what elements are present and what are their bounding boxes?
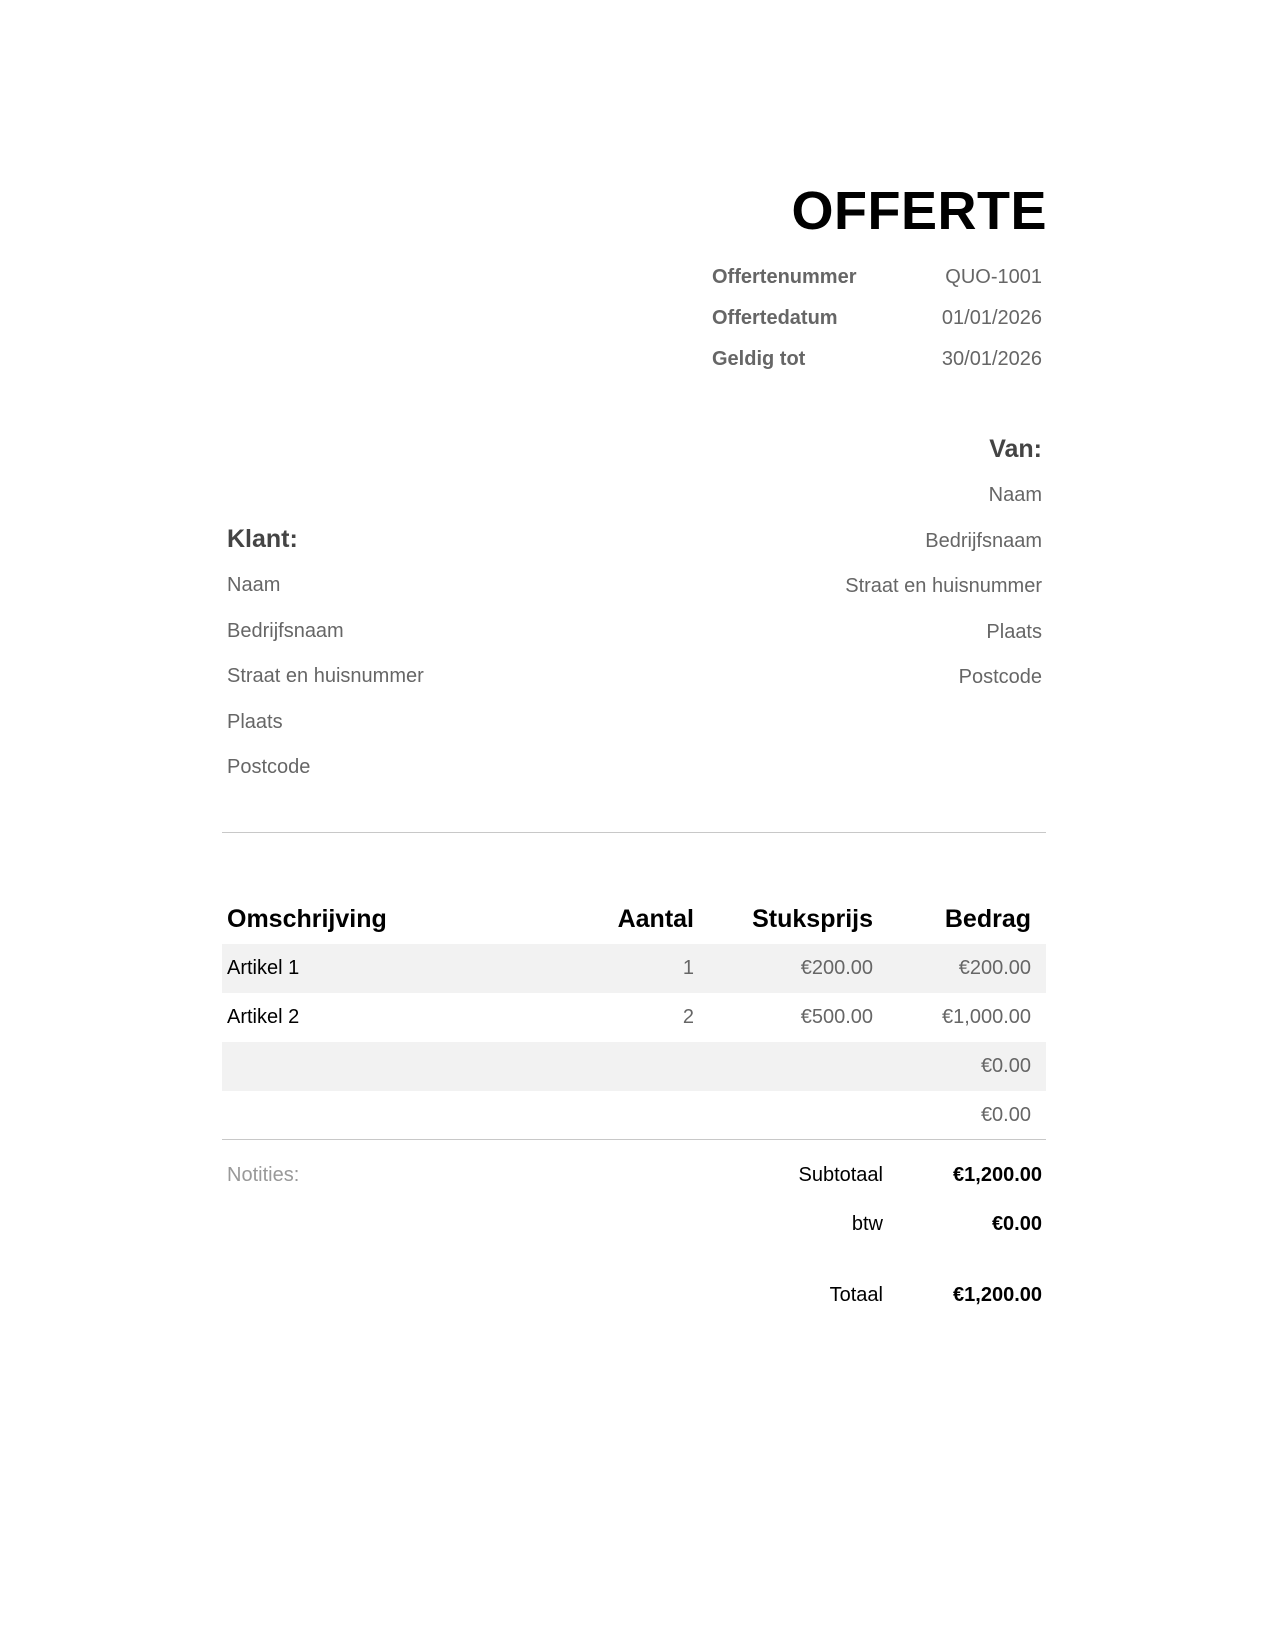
- table-row: [222, 944, 1046, 993]
- vat-label: btw: [851, 1213, 883, 1235]
- client-heading: Klant:: [227, 525, 298, 553]
- client-company: Bedrijfsnaam: [227, 619, 344, 642]
- row-amount: €1,000.00: [942, 1006, 1031, 1028]
- total-value: €1,200.00: [953, 1284, 1042, 1306]
- sender-postcode: Postcode: [958, 666, 1042, 688]
- total-row: [700, 1280, 1046, 1329]
- sender-company: Bedrijfsnaam: [925, 529, 1042, 552]
- table-row: [222, 1091, 1046, 1140]
- meta-value: 30/01/2026: [941, 348, 1042, 370]
- meta-value: QUO-1001: [945, 266, 1042, 288]
- table-row: [222, 993, 1046, 1042]
- meta-label: Offertenummer: [712, 266, 857, 288]
- line-items-table: [222, 895, 1046, 1140]
- meta-row-quote-number: [712, 262, 1042, 303]
- vat-value: €0.00: [991, 1213, 1042, 1235]
- sender-street: Straat en huisnummer: [845, 575, 1042, 597]
- row-quantity: 2: [682, 1006, 694, 1028]
- meta-row-quote-date: [712, 303, 1042, 344]
- subtotal-value: €1,200.00: [953, 1164, 1042, 1186]
- table-row: [222, 1042, 1046, 1091]
- header-amount: Bedrag: [944, 905, 1031, 933]
- client-postcode: Postcode: [227, 756, 311, 778]
- table-header-row: [222, 895, 1046, 944]
- header-unit-price: Stuksprijs: [752, 905, 873, 933]
- section-divider: [222, 832, 1046, 833]
- total-label: Totaal: [829, 1284, 883, 1306]
- document-title: OFFERTE: [791, 181, 1047, 241]
- client-block: [227, 524, 627, 798]
- table-bottom-divider: [222, 1139, 1046, 1140]
- row-unit-price: €200.00: [800, 957, 873, 979]
- subtotal-row: [700, 1160, 1046, 1209]
- meta-label: Geldig tot: [712, 348, 806, 370]
- row-unit-price: €500.00: [800, 1006, 873, 1028]
- meta-row-valid-until: [712, 344, 1042, 385]
- header-description: Omschrijving: [227, 905, 387, 933]
- client-street: Straat en huisnummer: [227, 665, 424, 687]
- row-amount: €0.00: [980, 1055, 1031, 1077]
- totals-block: [700, 1160, 1046, 1329]
- row-description: Artikel 1: [227, 957, 300, 979]
- meta-label: Offertedatum: [712, 307, 838, 329]
- client-name: Naam: [227, 574, 281, 596]
- header-quantity: Aantal: [617, 905, 694, 933]
- quote-meta: [712, 262, 1042, 385]
- sender-city: Plaats: [986, 620, 1042, 643]
- row-description: Artikel 2: [227, 1006, 300, 1028]
- notes-label: Notities:: [227, 1164, 300, 1186]
- sender-heading: Van:: [989, 435, 1042, 463]
- meta-value: 01/01/2026: [941, 307, 1042, 329]
- sender-name: Naam: [988, 484, 1042, 506]
- row-amount: €0.00: [980, 1104, 1031, 1126]
- row-quantity: 1: [682, 957, 694, 979]
- vat-row: [700, 1209, 1046, 1258]
- sender-block: [642, 434, 1042, 708]
- subtotal-label: Subtotaal: [798, 1164, 883, 1186]
- client-city: Plaats: [227, 710, 283, 733]
- row-amount: €200.00: [958, 957, 1031, 979]
